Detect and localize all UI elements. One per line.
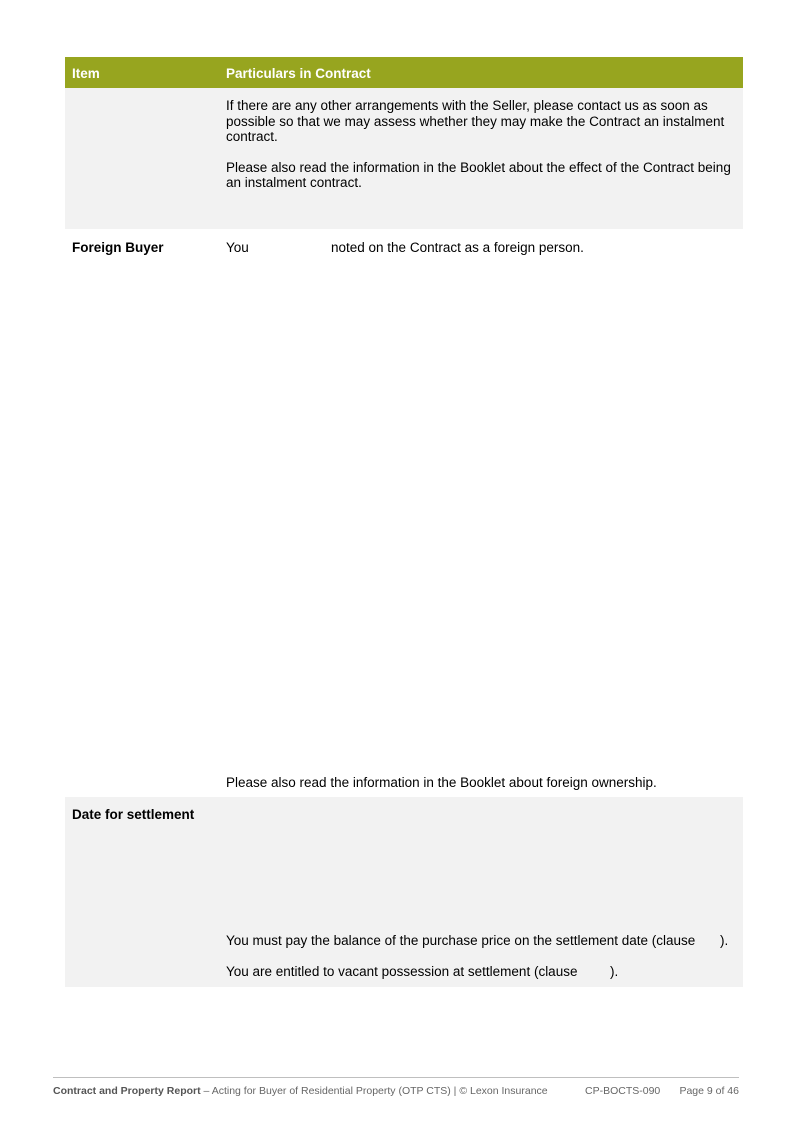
settlement-balance-end: ). <box>720 933 729 948</box>
header-particulars: Particulars in Contract <box>226 66 371 81</box>
foreign-buyer-row <box>65 229 743 797</box>
settlement-label: Date for settlement <box>72 807 195 822</box>
instalment-row <box>65 88 743 229</box>
footer-document-code: CP-BOCTS-090 <box>585 1085 661 1097</box>
footer-report-title <box>53 1085 548 1097</box>
foreign-buyer-noted: noted on the Contract as a foreign person. <box>331 240 584 255</box>
foreign-buyer-you: You <box>226 240 249 255</box>
settlement-vacant: You are entitled to vacant possession at settlement (clause <box>226 964 578 979</box>
instalment-para-2: Please also read the information in the Booklet about the effect of the Contract being an instalment contract. <box>226 159 731 190</box>
foreign-buyer-booklet: Please also read the information in the Booklet about foreign ownership. <box>226 775 657 790</box>
footer-title: Contract and Property Report <box>53 1085 201 1097</box>
settlement-balance: You must pay the balance of the purchase price on the settlement date (clause <box>226 933 696 948</box>
settlement-vacant-end: ). <box>610 964 619 979</box>
header-item: Item <box>72 66 100 81</box>
instalment-para-1: If there are any other arrangements with the Seller, please contact us as soon as possible so that we may assess whether they may make the Contract an instalment contract. <box>226 98 725 144</box>
table-header <box>65 57 743 88</box>
page-footer <box>53 1077 739 1097</box>
footer-page-number: Page 9 of 46 <box>679 1085 739 1097</box>
footer-subtitle: – Acting for Buyer of Residential Property (OTP CTS) | © Lexon Insurance <box>200 1085 548 1097</box>
settlement-row <box>65 797 743 987</box>
instalment-cell <box>226 98 736 191</box>
foreign-buyer-label: Foreign Buyer <box>72 240 164 255</box>
